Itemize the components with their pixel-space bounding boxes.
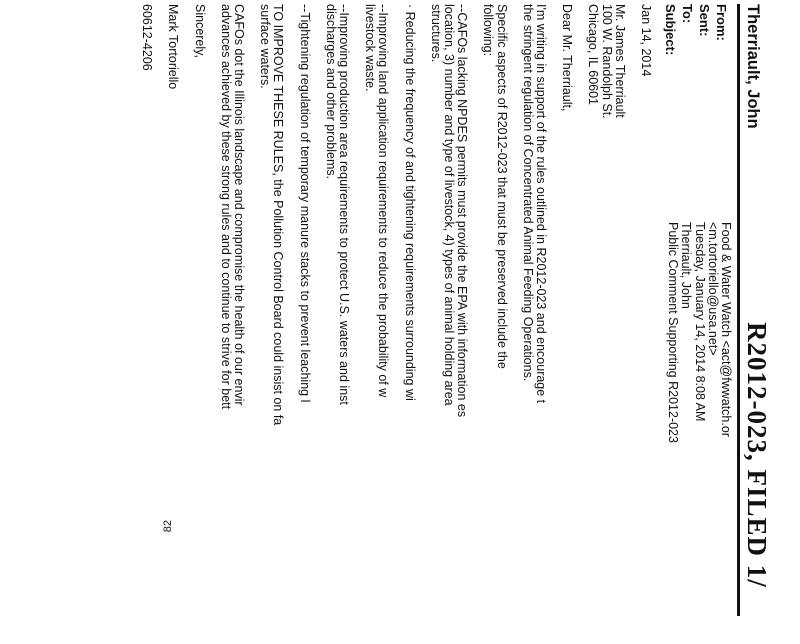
salutation: Dear Mr. Therriault, — [560, 4, 575, 112]
closing-1-line: TO IMPROVE THESE RULES, the Pollution Control Board could insist on fa — [271, 4, 286, 426]
aspects-intro-line: following: — [481, 4, 496, 57]
from-value: Food & Water Watch <act@fwwatch.or — [719, 222, 733, 437]
email-header-values — [666, 222, 732, 443]
sent-label: Sent: — [697, 4, 712, 37]
from-email-value: <m.tortoriello@usa.net> — [705, 222, 720, 356]
closing-1-line: surface waters. — [258, 4, 273, 89]
address-line: 100 W. Randolph St. — [599, 4, 614, 119]
date-line: Jan 14, 2014 — [639, 4, 653, 77]
bullet-3-line: --Improving land application requirements to reduce the probability of w — [376, 4, 391, 398]
to-label: To: — [680, 4, 695, 24]
heading-rule — [737, 4, 740, 616]
filed-stamp: R2012-023, FILED 1/ — [742, 322, 772, 588]
closing-2-line: CAFOs dot the Illinois landscape and compromise the health of our envir — [231, 4, 246, 406]
letter-body — [140, 4, 652, 644]
bullet-3-line: livestock waste. — [363, 4, 378, 92]
intro-line: I'm writing in support of the rules outlined in R2012-023 and encourage t — [533, 4, 548, 404]
bullet-1-line: location, 3) number and type of livestock, 4) types of animal holding area — [441, 4, 456, 406]
signature-name: Mark Tortoriello — [166, 4, 181, 90]
sent-value: Tuesday, January 14, 2014 8:08 AM — [692, 222, 707, 422]
page-number: 82 — [162, 520, 174, 533]
aspects-intro-line: Specific aspects of R2012-023 that must be preserved include the — [494, 4, 509, 369]
to-value: Therriault, John — [679, 222, 694, 309]
bullet-5-line: --Tightening regulation of temporary manure stacks to prevent leaching l — [297, 4, 312, 403]
subject-label: Subject: — [663, 4, 678, 56]
bullet-1-line: --CAFOs lacking NPDES permits must provide the EPA with information es — [455, 4, 470, 418]
signature-zip: 60612-4206 — [140, 4, 155, 71]
bullet-2-line: · Reducing the frequency of and tightening requirements surrounding wi — [402, 4, 417, 401]
signoff: Sincerely, — [192, 4, 207, 58]
from-label: From: — [714, 4, 729, 41]
bullet-1-line: structures. — [428, 4, 443, 63]
address-line: Mr. James Therriault — [612, 4, 627, 118]
email-header-labels — [662, 4, 730, 55]
page-heading: Therriault, John — [744, 4, 762, 129]
intro-line: the stringent regulation of Concentrated Animal Feeding Operations. — [520, 4, 535, 382]
closing-2-line: advances achieved by these strong rules and to continue to strive for bett — [218, 4, 233, 410]
address-line: Chicago, IL 60601 — [586, 4, 601, 106]
subject-value: Public Comment Supporting R2012-023 — [666, 222, 681, 443]
bullet-4-line: discharges and other problems. — [323, 4, 338, 180]
bullet-4-line: --Improving production area requirements to protect U.S. waters and inst — [336, 4, 351, 405]
